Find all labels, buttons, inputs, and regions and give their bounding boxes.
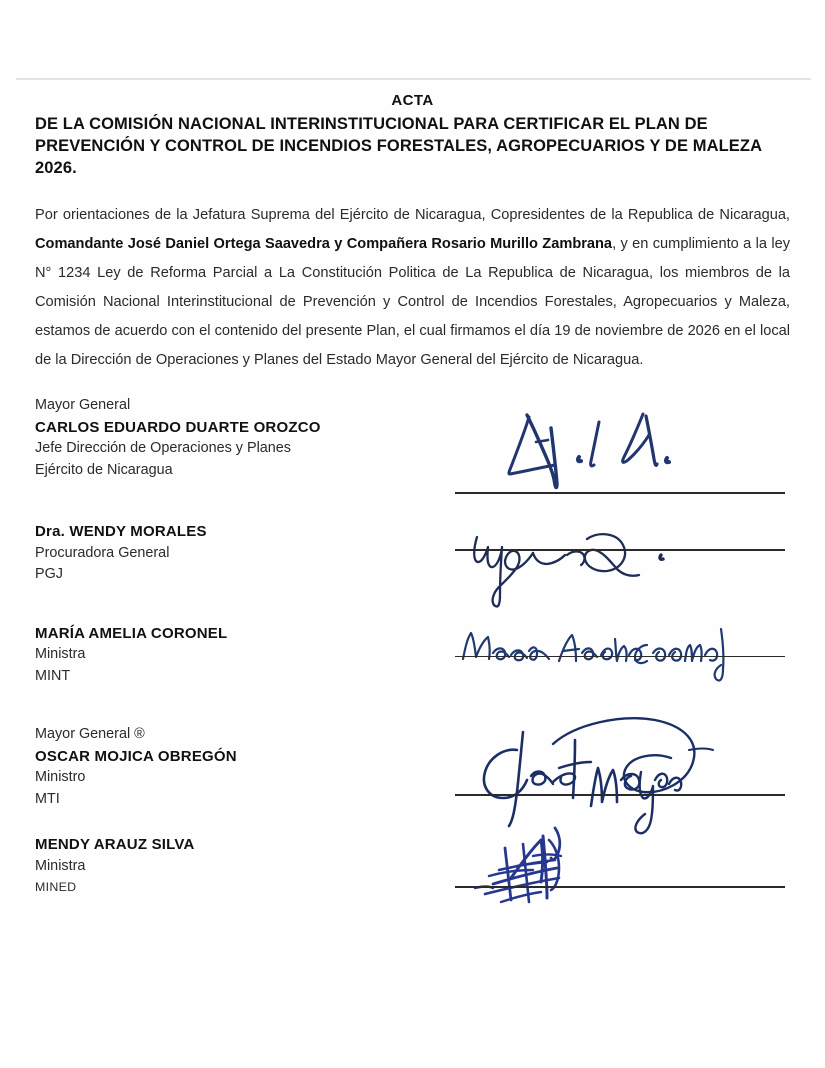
signatory-name: CARLOS EDUARDO DUARTE OROZCO: [35, 418, 321, 436]
signatory-rank: Mayor General ®: [35, 726, 145, 742]
signatory-block-mendy-arauz-silva: [35, 834, 790, 899]
signatory-details: [35, 724, 435, 810]
signature-mark-maria-amelia-coronel: [455, 609, 795, 719]
document-body-paragraph: [35, 201, 790, 375]
signatory-details: [35, 521, 435, 586]
signatory-block-maria-amelia-coronel: [35, 623, 790, 688]
signatory-name: MARÍA AMELIA CORONEL: [35, 624, 228, 642]
signature-line: [455, 794, 785, 796]
signature-mark-carlos-eduardo-duarte-orozco: [455, 395, 795, 505]
signatory-institution: MTI: [35, 790, 60, 807]
signatory-rank: Mayor General: [35, 397, 131, 413]
signatory-details: [35, 395, 435, 481]
document-content: [35, 92, 790, 899]
signatory-institution: MINED: [35, 880, 77, 894]
signatory-block-oscar-mojica-obregon: [35, 724, 790, 810]
signatory-position: Jefe Dirección de Operaciones y Planes: [35, 440, 291, 456]
document-title: DE LA COMISIÓN NACIONAL INTERINSTITUCIONAL PARA CERTIFICAR EL PLAN DE PREVENCIÓN Y CONTROL DE INCENDIOS FORESTALES, AGROPECUARIOS Y DE MALEZA 2026.: [35, 115, 762, 177]
signatory-institution: MINT: [35, 667, 71, 684]
signatory-name: OSCAR MOJICA OBREGÓN: [35, 747, 237, 765]
document-heading-word: ACTA: [391, 92, 434, 109]
signature-line: [455, 886, 785, 888]
signature-mark-oscar-mojica-obregon: [455, 710, 795, 840]
body-text-part-1: Por orientaciones de la Jefatura Suprema del Ejército de Nicaragua, Copresidentes de la Republica de Nicaragua,: [35, 207, 790, 223]
signature-mark-wendy-morales: [455, 509, 795, 619]
signatory-details: [35, 623, 435, 688]
signature-line: [455, 492, 785, 494]
signatory-institution: PGJ: [35, 566, 63, 582]
signatory-name: MENDY ARAUZ SILVA: [35, 836, 195, 853]
signatory-name: Dra. WENDY MORALES: [35, 523, 207, 540]
signatory-block-carlos-eduardo-duarte-orozco: [35, 395, 790, 481]
signatory-position: Procuradora General: [35, 544, 170, 561]
signature-line: [455, 656, 785, 658]
signature-line: [455, 549, 785, 551]
body-text-emphasis: Comandante José Daniel Ortega Saavedra y Compañera Rosario Murillo Zambrana: [35, 236, 613, 252]
signatory-position: Ministro: [35, 769, 86, 785]
signatory-details: [35, 834, 435, 899]
signatory-block-wendy-morales: [35, 521, 790, 586]
signatory-institution: Ejército de Nicaragua: [35, 461, 173, 478]
signature-mark-mendy-arauz-silva: [455, 818, 795, 928]
scan-artifact-rule: [16, 78, 811, 80]
body-text-part-2: , y en cumplimiento a la ley N° 1234 Ley de Reforma Parcial a La Constitución Politica de La Republica de Nicaragua, los miembros de la Comisión Nacional Interinstitucional de Prevención y Control de Incendios Forestales, Agropecuarios y Maleza, estamos de acuerdo con el contenido del presente Plan, el cual firmamos el día 19 de noviembre de 2026 en el local de la Dirección de Operaciones y Planes del Estado Mayor General del Ejército de Nicaragua.: [35, 236, 790, 368]
signatory-position: Ministra: [35, 857, 86, 874]
signatory-position: Ministra: [35, 646, 86, 662]
